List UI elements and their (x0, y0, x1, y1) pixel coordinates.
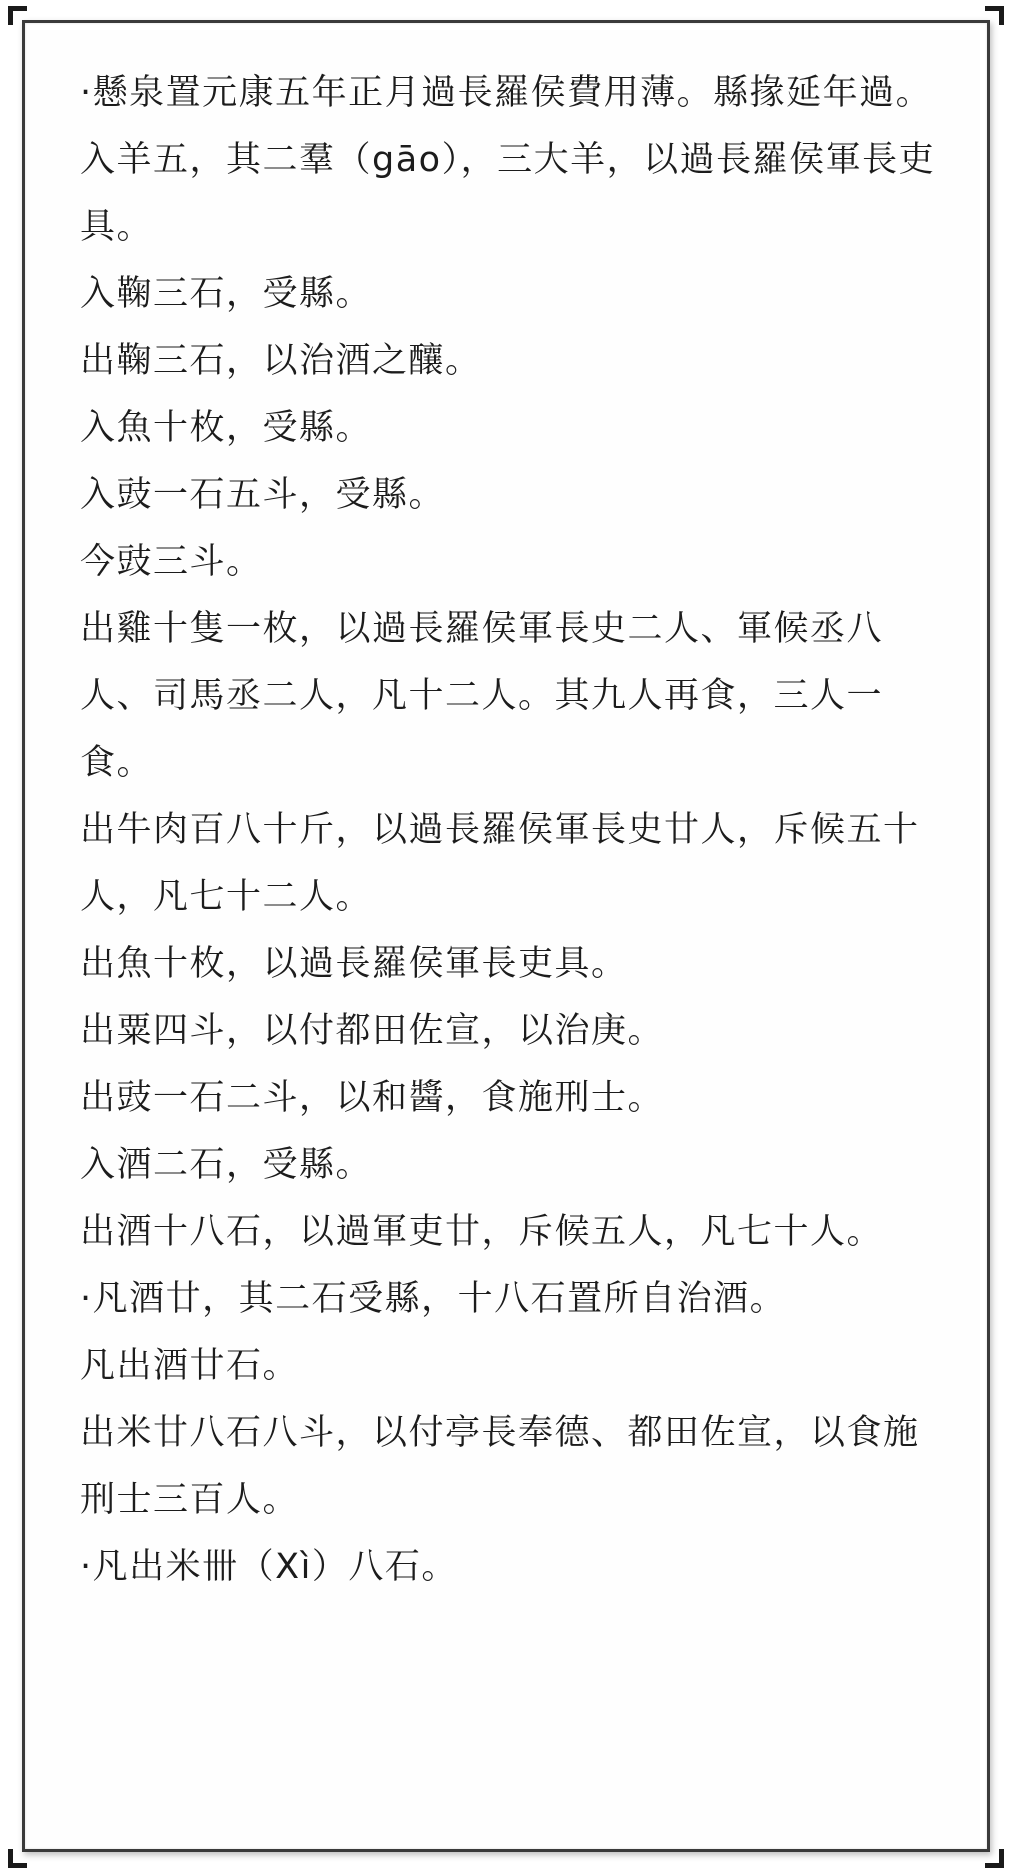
text-line: ·凡酒廿，其二石受縣，十八石置所自治酒。 (80, 1279, 787, 1319)
text-line: 出米廿八石八斗，以付亭長奉德、都田佐宣，以食施刑士三百人。 (80, 1413, 920, 1520)
text-line: 出酒十八石，以過軍吏廿，斥候五人，凡七十人。 (80, 1212, 884, 1252)
text-line: 入魚十枚，受縣。 (80, 408, 373, 448)
text-line: ·懸泉置元康五年正月過長羅侯費用薄。縣掾延年過。 (80, 73, 933, 113)
text-line: 出粟四斗，以付都田佐宣，以治庚。 (80, 1011, 665, 1051)
text-line: 入鞠三石，受縣。 (80, 274, 373, 314)
text-line: 入酒二石，受縣。 (80, 1145, 373, 1185)
text-line: 出鞠三石，以治酒之釀。 (80, 341, 482, 381)
text-line: 出豉一石二斗，以和醬，食施刑士。 (80, 1078, 665, 1118)
text-line: ·凡出米卌（Xì）八石。 (80, 1547, 458, 1587)
text-line: 出魚十枚，以過長羅侯軍長吏具。 (80, 944, 628, 984)
text-line: 今豉三斗。 (80, 542, 263, 582)
text-line: 凡出酒廿石。 (80, 1346, 300, 1386)
text-line: 出牛肉百八十斤，以過長羅侯軍長史廿人，斥候五十人，凡七十二人。 (80, 810, 920, 917)
text-line: 入豉一石五斗，受縣。 (80, 475, 446, 515)
text-line: 出雞十隻一枚，以過長羅侯軍長史二人、軍候丞八人、司馬丞二人，凡十二人。其九人再食，三人一食。 (80, 609, 884, 783)
text-line: 入羊五，其二羣（gāo），三大羊，以過長羅侯軍長吏具。 (80, 140, 936, 247)
document-body (80, 60, 940, 1601)
